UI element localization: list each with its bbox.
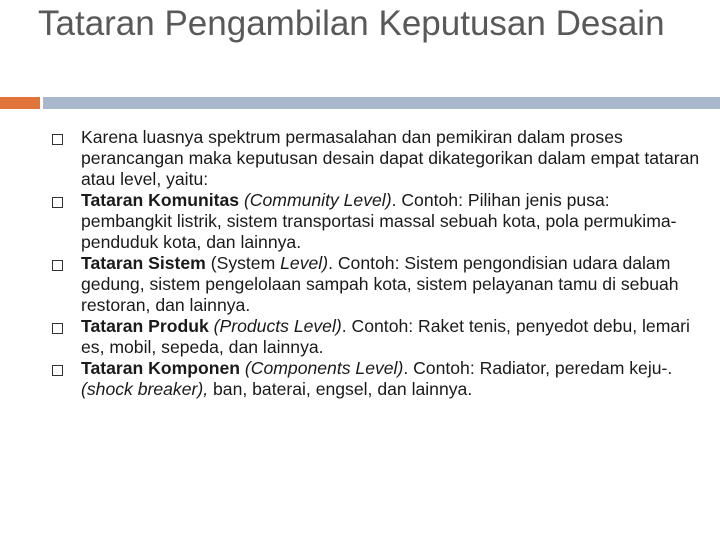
bullet-english: (Components Level)	[244, 358, 404, 378]
bullet-list	[52, 127, 702, 400]
bullet-sistem	[52, 253, 702, 316]
bullet-english: Level)	[280, 253, 329, 273]
bullet-term: Tataran Komponen	[81, 358, 241, 378]
bullet-sep: (System	[205, 253, 281, 273]
bullet-term: Tataran Komunitas	[81, 190, 240, 210]
bullet-rest: . Contoh: Raket tenis, penyedot debu, lemari es, mobil, sepeda, dan lainnya.	[81, 316, 690, 357]
bullet-rest-2: ban, baterai, engsel, dan lainnya.	[208, 379, 473, 399]
bullet-rest: . Contoh: Sistem pengondisian udara dalam gedung, sistem pengelolaan sampah kota, sistem pelayanan tamu di sebuah restoran, dan lainnya.	[81, 253, 679, 315]
bullet-english: (Products Level)	[213, 316, 342, 336]
bullet-text: Karena luasnya spektrum permasalahan dan pemikiran dalam proses perancangan maka keputusan desain dapat dikategorikan dalam empat tataran atau level, yaitu:	[81, 127, 700, 189]
bullet-english-2: (shock breaker),	[81, 379, 209, 399]
square-bullet-icon	[52, 260, 63, 271]
bullet-komponen	[52, 358, 702, 400]
bullet-term: Tataran Sistem	[81, 253, 206, 273]
slide-title: Tataran Pengambilan Keputusan Desain	[38, 4, 665, 43]
square-bullet-icon	[52, 323, 63, 334]
square-bullet-icon	[52, 197, 63, 208]
bullet-intro	[52, 127, 702, 190]
title-rule-accent	[0, 97, 40, 109]
square-bullet-icon	[52, 134, 63, 145]
bullet-term: Tataran Produk	[81, 316, 209, 336]
bullet-rest: . Contoh: Radiator, peredam keju-.	[403, 358, 673, 378]
bullet-english: (Community Level)	[243, 190, 392, 210]
bullet-produk	[52, 316, 702, 358]
square-bullet-icon	[52, 365, 63, 376]
title-rule	[43, 97, 720, 109]
bullet-komunitas	[52, 190, 702, 253]
bullet-rest: . Contoh: Pilihan jenis pusa: pembangkit listrik, sistem transportasi massal sebuah kota, pola permukima-penduduk kota, dan lainnya.	[81, 190, 677, 252]
